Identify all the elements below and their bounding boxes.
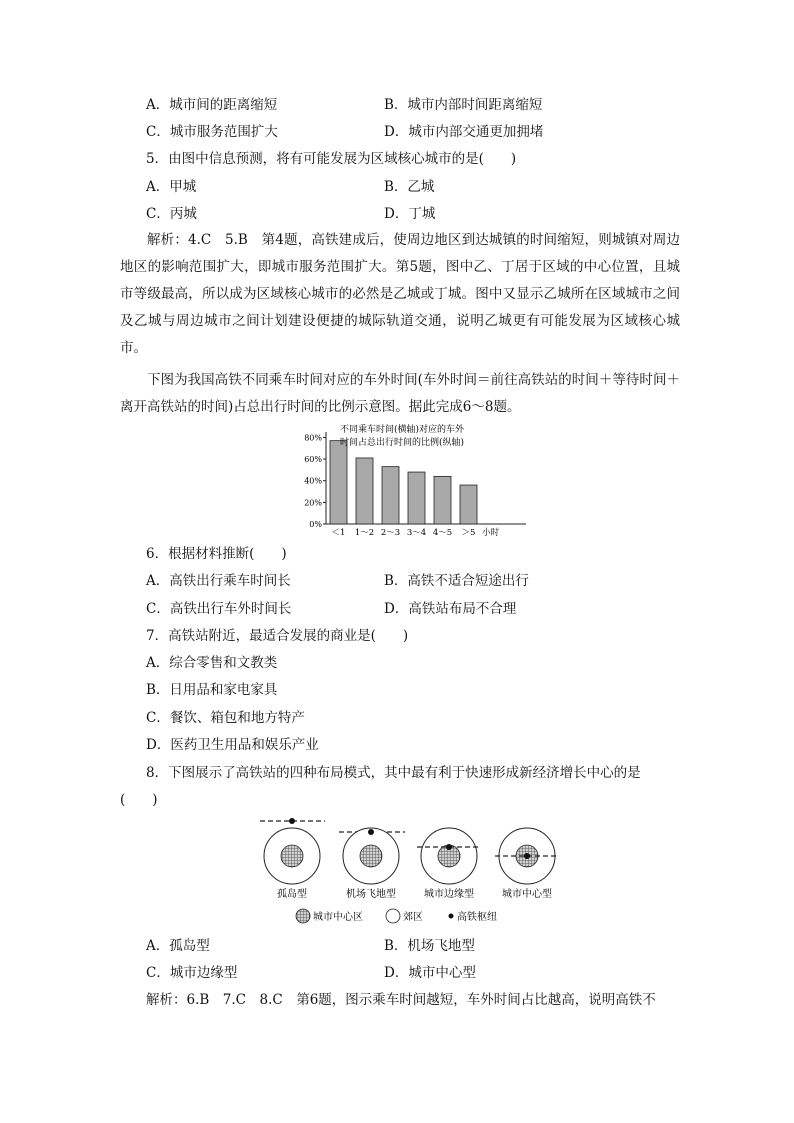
- analysis-4-5: 解析：4.C 5.B 第4题，高铁建成后，使周边地区到达城镇的时间缩短，则城镇对周边地区的影响范围扩大，即城市服务范围扩大。第5题，图中乙、丁居于区域的中心位置，且城市等级最高，所以成为区域核心城市的必然是乙城或丁城。图中又显示乙城所在区域城市之间及乙城与周边城市之间计划建设便捷的城际轨道交通，说明乙城更有可能发展为区域核心城市。: [120, 232, 680, 356]
- q7-stem: 7．高铁站附近，最适合发展的商业是( ): [146, 628, 409, 644]
- y-tick-label: 80%: [304, 433, 322, 443]
- legend-hub-icon: [449, 914, 454, 919]
- city-center-model: [495, 828, 559, 884]
- q5-option-d: D．丁城: [384, 206, 436, 222]
- station-layout-diagram: [255, 812, 575, 928]
- legend-suburb: 郊区: [403, 912, 423, 923]
- q6-option-c: C．高铁出行车外时间长: [146, 601, 292, 617]
- q8-option-b: B．机场飞地型: [384, 938, 475, 954]
- x-tick-label: ＜1: [331, 528, 346, 538]
- q6-option-d: D．高铁站布局不合理: [384, 601, 517, 617]
- bar: [434, 476, 451, 524]
- q4-option-b: B．城市内部时间距离缩短: [384, 97, 543, 113]
- intro-paragraph: 下图为我国高铁不同乘车时间对应的车外时间(车外时间＝前往高铁站的时间＋等待时间＋离开高铁站的时间)占总出行时间的比例示意图。据此完成6～8题。: [120, 372, 680, 415]
- label-airport-enclave: 机场飞地型: [346, 889, 396, 900]
- q8-option-c: C．城市边缘型: [146, 965, 238, 981]
- q4-option-c: C．城市服务范围扩大: [146, 124, 278, 140]
- city-edge-model: [417, 828, 481, 884]
- q7-option-a: A．综合零售和文教类: [146, 655, 278, 671]
- bar: [408, 472, 425, 524]
- bar: [382, 467, 399, 524]
- q7-option-b: B．日用品和家电家具: [146, 682, 278, 698]
- bar: [460, 485, 477, 524]
- bar: [330, 441, 347, 524]
- q6-option-a: A．高铁出行乘车时间长: [146, 573, 291, 589]
- q7-option-d: D．医药卫生用品和娱乐产业: [146, 737, 319, 753]
- q5-option-b: B．乙城: [384, 179, 435, 195]
- q5-option-a: A．甲城: [146, 179, 197, 195]
- legend-city-core: 城市中心区: [313, 912, 363, 923]
- q7-option-c: C．餐饮、箱包和地方特产: [146, 710, 305, 726]
- x-tick-label: 2～3: [380, 528, 401, 538]
- x-axis-unit: 小时: [482, 528, 500, 538]
- airport-enclave-model: [339, 828, 405, 884]
- q5-stem: 5．由图中信息预测，将有可能发展为区域核心城市的是( ): [146, 151, 517, 167]
- q6-stem: 6．根据材料推断( ): [146, 546, 287, 562]
- x-tick-label: 3～4: [406, 528, 427, 538]
- legend-city-core-icon: [296, 909, 310, 923]
- y-tick-label: 60%: [304, 455, 322, 465]
- q4-option-a: A．城市间的距离缩短: [146, 97, 278, 113]
- chart-title-line-1: 不同乘车时间(横轴)对应的车外: [340, 425, 465, 435]
- label-isolated-island: 孤岛型: [277, 889, 307, 900]
- q8-stem-bracket: ( ): [120, 792, 158, 808]
- x-tick-label: 4～5: [432, 528, 453, 538]
- analysis-6-8: 解析：6.B 7.C 8.C 第6题，图示乘车时间越短，车外时间占比越高，说明高铁不: [146, 992, 656, 1008]
- legend-suburb-icon: [386, 909, 400, 923]
- x-tick-label: ＞5: [461, 528, 476, 538]
- legend-hub: 高铁枢纽: [457, 912, 497, 923]
- label-city-center: 城市中心型: [502, 889, 552, 900]
- chart-title-line-2: 时间占总出行时间的比例(纵轴): [340, 438, 465, 448]
- x-tick-label: 1～2: [354, 528, 375, 538]
- label-city-edge: 城市边缘型: [424, 889, 474, 900]
- q8-option-d: D．城市中心型: [384, 965, 476, 981]
- y-tick-label: 40%: [304, 476, 322, 486]
- q6-option-b: B．高铁不适合短途出行: [384, 573, 529, 589]
- q4-option-d: D．城市内部交通更加拥堵: [384, 124, 544, 140]
- q8-stem: 8．下图展示了高铁站的四种布局模式，其中最有利于快速形成新经济增长中心的是: [146, 765, 641, 781]
- y-tick-label: 20%: [304, 498, 322, 508]
- bar: [356, 458, 373, 524]
- y-tick-label: 0%: [309, 520, 322, 529]
- isolated-island-model: [260, 818, 325, 884]
- q5-option-c: C．丙城: [146, 206, 197, 222]
- bar-chart: [296, 420, 536, 542]
- q8-option-a: A．孤岛型: [146, 938, 210, 954]
